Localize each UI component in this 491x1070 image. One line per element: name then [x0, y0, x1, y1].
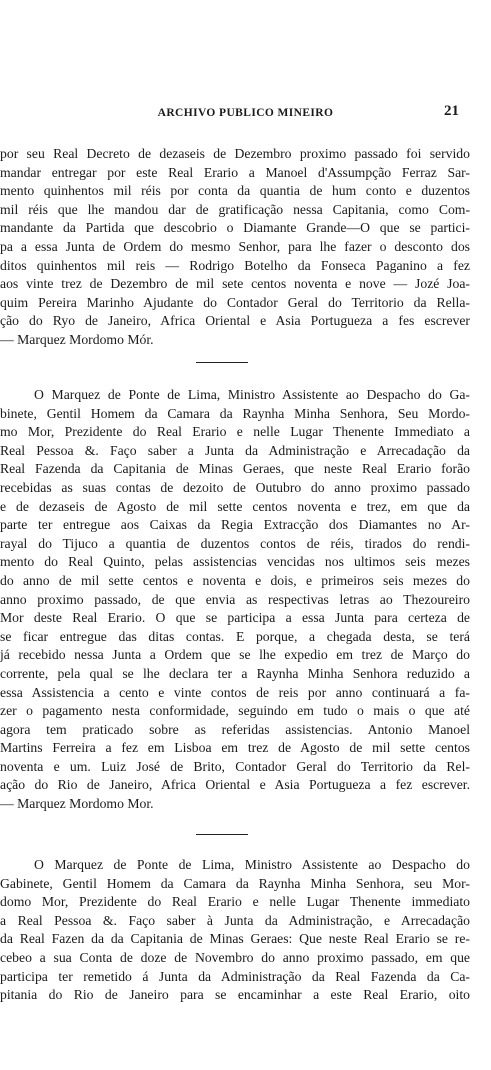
text-line: ditos quinhentos mil reis — Rodrigo Botelho da Fonseca Paganino a fez	[0, 257, 470, 273]
text-line: já recebido nessa Junta a Ordem que se lhe expedio em trez de Março do	[0, 647, 470, 663]
text-line: pa a essa Junta de Ordem do mesmo Senhor, para lhe fazer o desconto dos	[0, 238, 470, 254]
text-line: anno proximo passado, de que envia as respectivas letras ao Thezoureiro	[0, 591, 470, 607]
text-line: zer o pagamento nesta conformidade, seguindo em tudo o mais o que até	[0, 703, 470, 719]
text-line: Mor deste Real Erario. O que se participa a essa Junta para certeza de	[0, 610, 470, 626]
text-line: domo Mor, Prezidente do Real Erario e nelle Lugar Thenente immediato	[0, 894, 470, 910]
text-line: do anno de mil sette centos e noventa e dois, e primeiros seis mezes do	[0, 572, 470, 588]
paragraph-3	[0, 856, 470, 1005]
text-line: a Real Pessoa &. Faço saber à Junta da Administração, e Arrecadação	[0, 912, 470, 928]
section-divider	[196, 834, 248, 835]
text-line: e de dezaseis de Agosto de mil sette centos noventa e trez, em que da	[0, 498, 470, 514]
paragraph-1	[0, 145, 470, 350]
text-line: noventa e um. Luiz José de Brito, Contador Geral do Territorio da Rel-	[0, 758, 470, 774]
text-line: ação do Rio de Janeiro, Africa Oriental e Asia Portugueza a fez escrever.	[0, 777, 470, 793]
text-line: recebidas as suas contas de dezoito de Outubro do anno proximo passado	[0, 479, 470, 495]
section-divider	[196, 362, 248, 363]
text-line: O Marquez de Ponte de Lima, Ministro Assistente ao Despacho do	[34, 857, 470, 872]
text-line: essa Assistencia a cento e vinte contos de reis por anno continuará a fa-	[0, 684, 470, 700]
text-line: mandar entregar por este Real Erario a Manoel d'Assumpção Ferraz Sar-	[0, 164, 470, 180]
text-line: participa ter remetido á Junta da Administração da Real Fazenda da Ca-	[0, 968, 470, 984]
text-line: mo Mor, Prezidente do Real Erario e nelle Lugar Thenente Immediato a	[0, 424, 470, 440]
text-line: ção do Ryo de Janeiro, Africa Oriental e Asia Portugueza a fes escrever	[0, 313, 470, 329]
text-line: Martins Ferreira a fez em Lisboa em trez de Agosto de mil sette centos	[0, 740, 470, 756]
text-line: mento do Real Quinto, pelas assistencias vencidas nos ultimos seis mezes	[0, 554, 470, 570]
text-line: — Marquez Mordomo Mor.	[0, 796, 154, 812]
text-line: Gabinete, Gentil Homem da Camara da Raynha Minha Senhora, seu Mor-	[0, 875, 470, 891]
running-head: ARCHIVO PUBLICO MINEIRO	[157, 107, 334, 119]
text-line: por seu Real Decreto de dezaseis de Dezembro proximo passado foi servido	[0, 146, 470, 161]
page-header	[0, 103, 491, 125]
page-number: 21	[444, 103, 459, 119]
text-line: se ficar entregue das ditas contas. E porque, a chegada desta, se terá	[0, 628, 470, 644]
text-line: Real Fazenda da Capitania de Minas Geraes, que neste Real Erario forão	[0, 461, 470, 477]
text-line: mento quinhentos mil réis por conta da quantia de hum conto e duzentos	[0, 183, 470, 199]
text-line: binete, Gentil Homem da Camara da Raynha Minha Senhora, Seu Mordo-	[0, 405, 470, 421]
text-line: cebeo a sua Conta de doze de Novembro do anno proximo passado, em que	[0, 949, 470, 965]
paragraph-2	[0, 386, 470, 814]
text-line: Real Pessoa &. Faço saber a Junta da Administração e Arrecadação da	[0, 442, 470, 458]
text-line: O Marquez de Ponte de Lima, Ministro Assistente ao Despacho do Ga-	[34, 387, 470, 402]
text-line: agora tem praticado sobre as referidas assistencias. Antonio Manoel	[0, 721, 470, 737]
text-line: pitania do Rio de Janeiro para se encaminhar a este Real Erario, oito	[0, 987, 470, 1003]
text-line: — Marquez Mordomo Mór.	[0, 331, 154, 347]
text-line: mil réis que lhe mandou dar de gratificação nessa Capitania, como Com-	[0, 201, 470, 217]
text-line: parte ter entregue aos Caixas da Regia Extracção dos Diamantes no Ar-	[0, 517, 470, 533]
text-line: da Real Fazen da da Capitania de Minas Geraes: Que neste Real Erario se re-	[0, 931, 470, 947]
text-line: aos vinte trez de Dezembro de mil sete centos noventa e nove — Jozé Joa-	[0, 276, 470, 292]
text-line: rayal do Tijuco a quantia de duzentos contos de réis, tirados do rendi-	[0, 535, 470, 551]
text-line: mandante da Partida que descobrio o Diamante Grande—O que se partici-	[0, 220, 470, 236]
text-line: corrente, pela qual se lhe declara ter a Raynha Minha Senhora reduzido a	[0, 665, 470, 681]
text-line: quim Pereira Marinho Ajudante do Contador Geral do Territorio da Rella-	[0, 294, 470, 310]
